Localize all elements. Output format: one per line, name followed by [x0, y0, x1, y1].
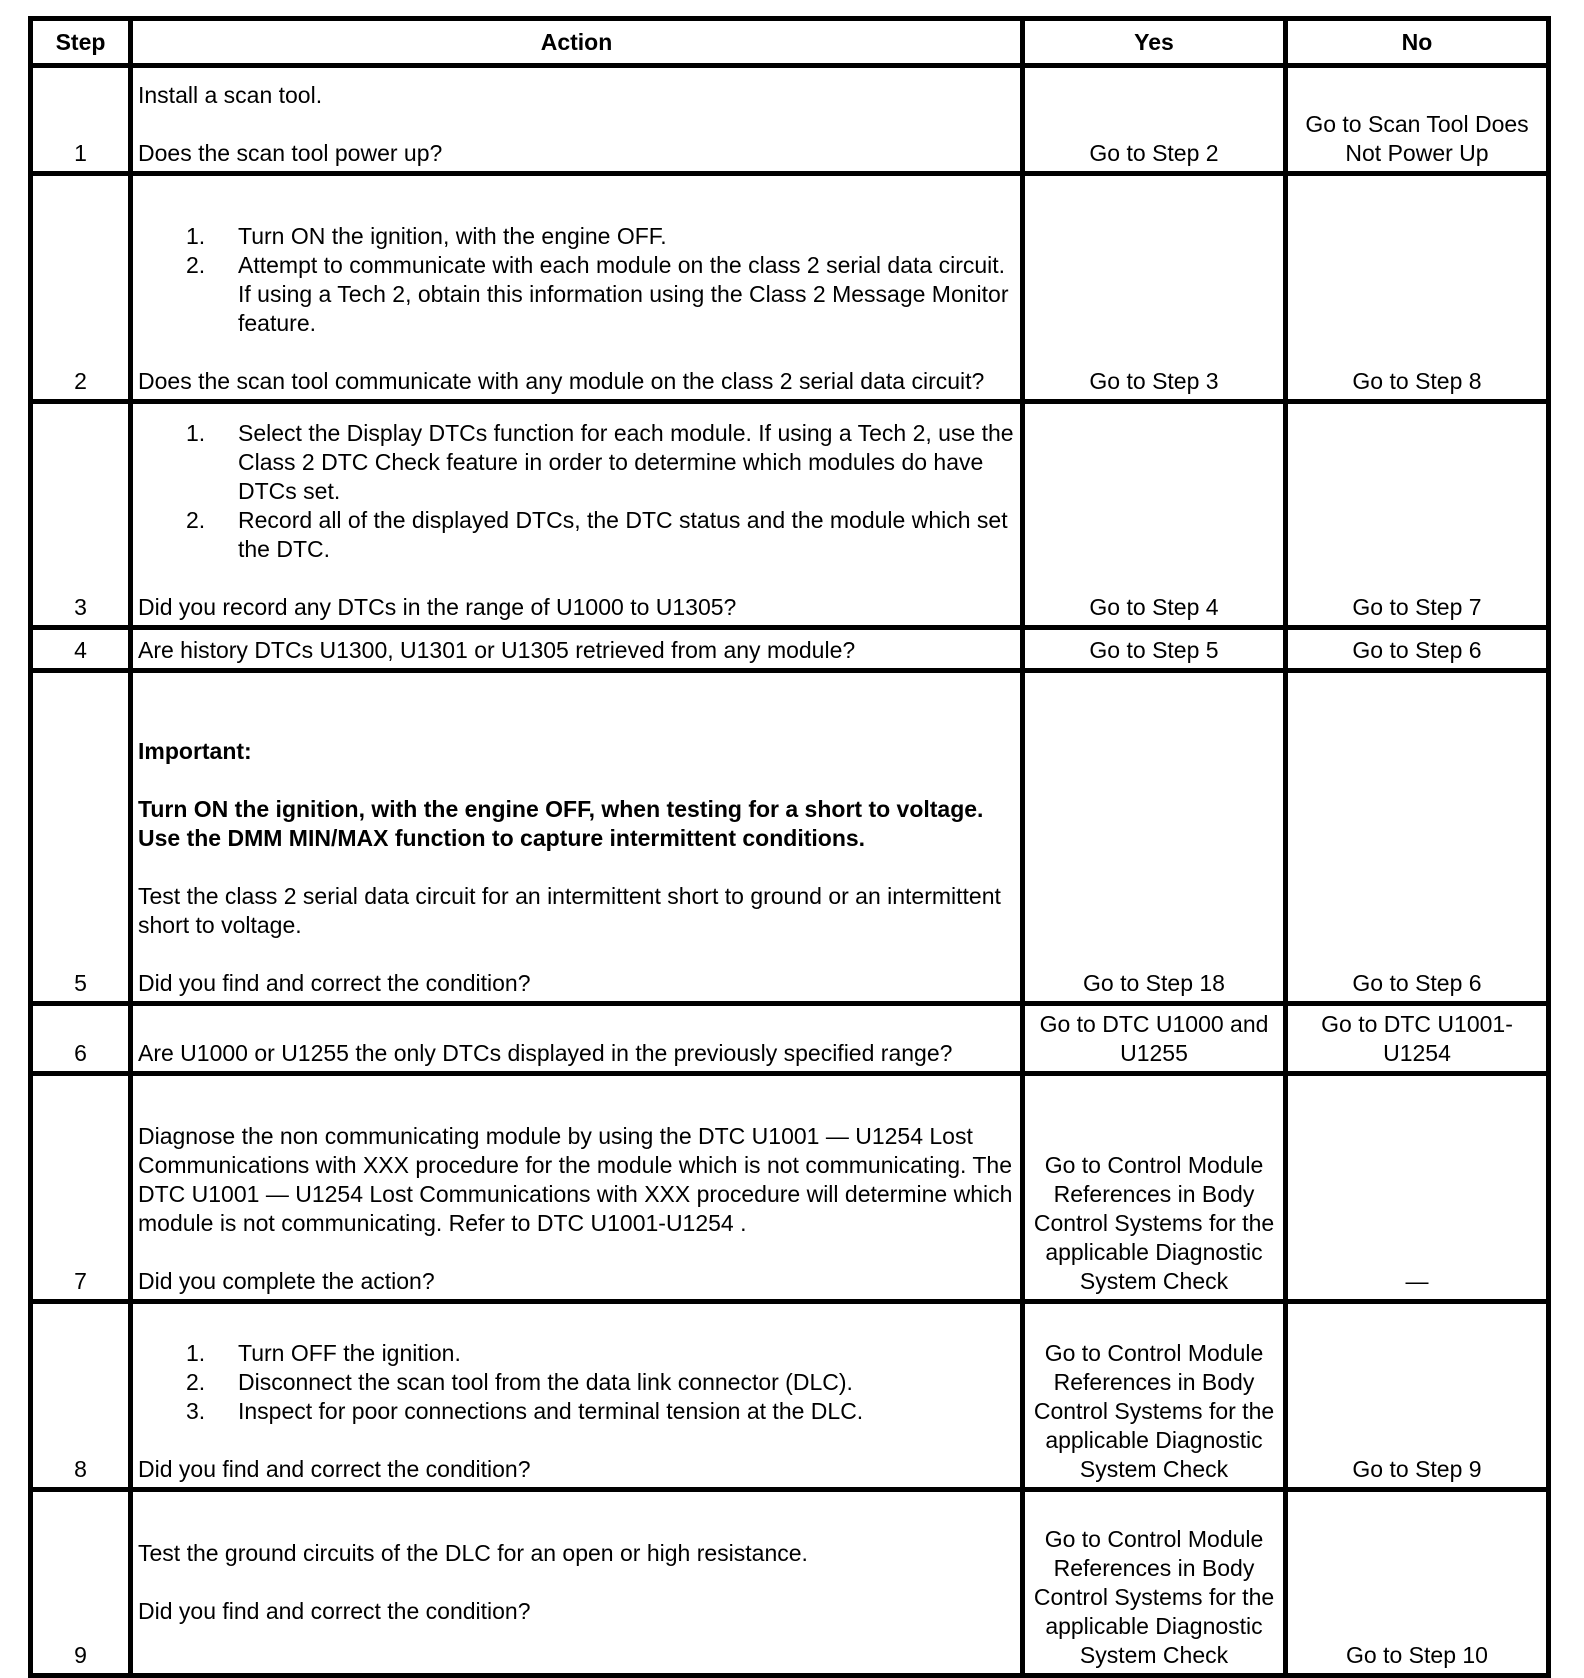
yes-cell[interactable]: Go to DTC U1000 and U1255	[1023, 1004, 1286, 1074]
yes-cell[interactable]: Go to Step 4	[1023, 402, 1286, 628]
action-question: Did you find and correct the condition?	[138, 970, 531, 996]
action-cell	[131, 1302, 1023, 1490]
list-item	[186, 419, 1015, 506]
list-number: 1.	[186, 420, 206, 446]
list-text: Turn OFF the ignition.	[238, 1340, 461, 1366]
list-number: 1.	[186, 223, 206, 249]
yes-cell[interactable]: Go to Step 18	[1023, 671, 1286, 1004]
action-question: Does the scan tool communicate with any module on the class 2 serial data circuit?	[138, 368, 985, 394]
list-item	[186, 1339, 1015, 1368]
action-intro: Install a scan tool.	[138, 82, 323, 108]
list-number: 3.	[186, 1398, 206, 1424]
yes-cell[interactable]: Go to Step 5	[1023, 628, 1286, 671]
list-text: Disconnect the scan tool from the data link connector (DLC).	[238, 1369, 853, 1395]
step-number: 9	[31, 1490, 131, 1676]
step-number: 6	[31, 1004, 131, 1074]
yes-cell[interactable]: Go to Control Module References in Body Control Systems for the applicable Diagnostic System Check	[1023, 1074, 1286, 1302]
no-cell[interactable]: Go to Step 10	[1286, 1490, 1549, 1676]
list-item	[186, 506, 1015, 564]
table-row	[31, 628, 1549, 671]
header-step: Step	[31, 19, 131, 66]
table-row	[31, 66, 1549, 174]
no-cell[interactable]: Go to DTC U1001-U1254	[1286, 1004, 1549, 1074]
table-row	[31, 174, 1549, 402]
no-cell[interactable]: Go to Scan Tool Does Not Power Up	[1286, 66, 1549, 174]
no-cell: —	[1286, 1074, 1549, 1302]
action-cell	[131, 1074, 1023, 1302]
yes-cell[interactable]: Go to Control Module References in Body Control Systems for the applicable Diagnostic System Check	[1023, 1302, 1286, 1490]
list-item	[186, 1368, 1015, 1397]
header-row	[31, 19, 1549, 66]
no-cell[interactable]: Go to Step 6	[1286, 628, 1549, 671]
table-row	[31, 1302, 1549, 1490]
action-list	[138, 222, 1015, 338]
action-cell	[131, 66, 1023, 174]
important-label: Important:	[138, 738, 252, 764]
step-number: 2	[31, 174, 131, 402]
yes-cell[interactable]: Go to Control Module References in Body Control Systems for the applicable Diagnostic System Check	[1023, 1490, 1286, 1676]
list-text: Attempt to communicate with each module on the class 2 serial data circuit. If using a Tech 2, obtain this information using the Class 2 Message Monitor feature.	[238, 252, 1009, 336]
important-note: Turn ON the ignition, with the engine OFF, when testing for a short to voltage. Use the DMM MIN/MAX function to capture intermittent conditions.	[138, 796, 984, 851]
table-row	[31, 1074, 1549, 1302]
action-question: Did you complete the action?	[138, 1268, 435, 1294]
list-number: 2.	[186, 252, 206, 278]
step-number: 7	[31, 1074, 131, 1302]
step-number: 1	[31, 66, 131, 174]
list-number: 2.	[186, 507, 206, 533]
step-number: 4	[31, 628, 131, 671]
yes-cell[interactable]: Go to Step 2	[1023, 66, 1286, 174]
action-cell	[131, 174, 1023, 402]
action-question: Does the scan tool power up?	[138, 140, 443, 166]
list-item	[186, 222, 1015, 251]
action-intro: Test the ground circuits of the DLC for an open or high resistance.	[138, 1540, 808, 1566]
action-list	[138, 419, 1015, 564]
action-intro: Test the class 2 serial data circuit for an intermittent short to ground or an intermittent short to voltage.	[138, 883, 1001, 938]
table-row	[31, 402, 1549, 628]
list-text: Select the Display DTCs function for each module. If using a Tech 2, use the Class 2 DTC Check feature in order to determine which modules do have DTCs set.	[238, 420, 1014, 504]
list-text: Turn ON the ignition, with the engine OFF.	[238, 223, 667, 249]
action-question: Did you record any DTCs in the range of U1000 to U1305?	[138, 594, 737, 620]
step-number: 3	[31, 402, 131, 628]
step-number: 5	[31, 671, 131, 1004]
action-cell	[131, 1490, 1023, 1676]
action-cell	[131, 1004, 1023, 1074]
step-number: 8	[31, 1302, 131, 1490]
action-question: Did you find and correct the condition?	[138, 1456, 531, 1482]
list-number: 1.	[186, 1340, 206, 1366]
no-cell[interactable]: Go to Step 7	[1286, 402, 1549, 628]
table-row	[31, 1490, 1549, 1676]
list-number: 2.	[186, 1369, 206, 1395]
header-yes: Yes	[1023, 19, 1286, 66]
diagnostic-table	[28, 16, 1551, 1678]
action-question: Are U1000 or U1255 the only DTCs displayed in the previously specified range?	[138, 1040, 953, 1066]
no-cell[interactable]: Go to Step 9	[1286, 1302, 1549, 1490]
action-list	[138, 1339, 1015, 1426]
list-item	[186, 1397, 1015, 1426]
yes-cell[interactable]: Go to Step 3	[1023, 174, 1286, 402]
list-text: Inspect for poor connections and terminal tension at the DLC.	[238, 1398, 864, 1424]
action-cell	[131, 628, 1023, 671]
header-action: Action	[131, 19, 1023, 66]
list-text: Record all of the displayed DTCs, the DTC status and the module which set the DTC.	[238, 507, 1008, 562]
header-no: No	[1286, 19, 1549, 66]
action-question: Are history DTCs U1300, U1301 or U1305 retrieved from any module?	[138, 637, 856, 663]
no-cell[interactable]: Go to Step 6	[1286, 671, 1549, 1004]
table-row	[31, 1004, 1549, 1074]
action-question: Did you find and correct the condition?	[138, 1598, 531, 1624]
action-cell	[131, 402, 1023, 628]
action-cell	[131, 671, 1023, 1004]
action-intro: Diagnose the non communicating module by using the DTC U1001 — U1254 Lost Communications with XXX procedure for the module which is not communicating. The DTC U1001 — U1254 Lost Communications with XXX procedure will determine which module is not communicating. Refer to DTC U1001-U1254 .	[138, 1123, 1013, 1236]
list-item	[186, 251, 1015, 338]
table-row	[31, 671, 1549, 1004]
no-cell[interactable]: Go to Step 8	[1286, 174, 1549, 402]
